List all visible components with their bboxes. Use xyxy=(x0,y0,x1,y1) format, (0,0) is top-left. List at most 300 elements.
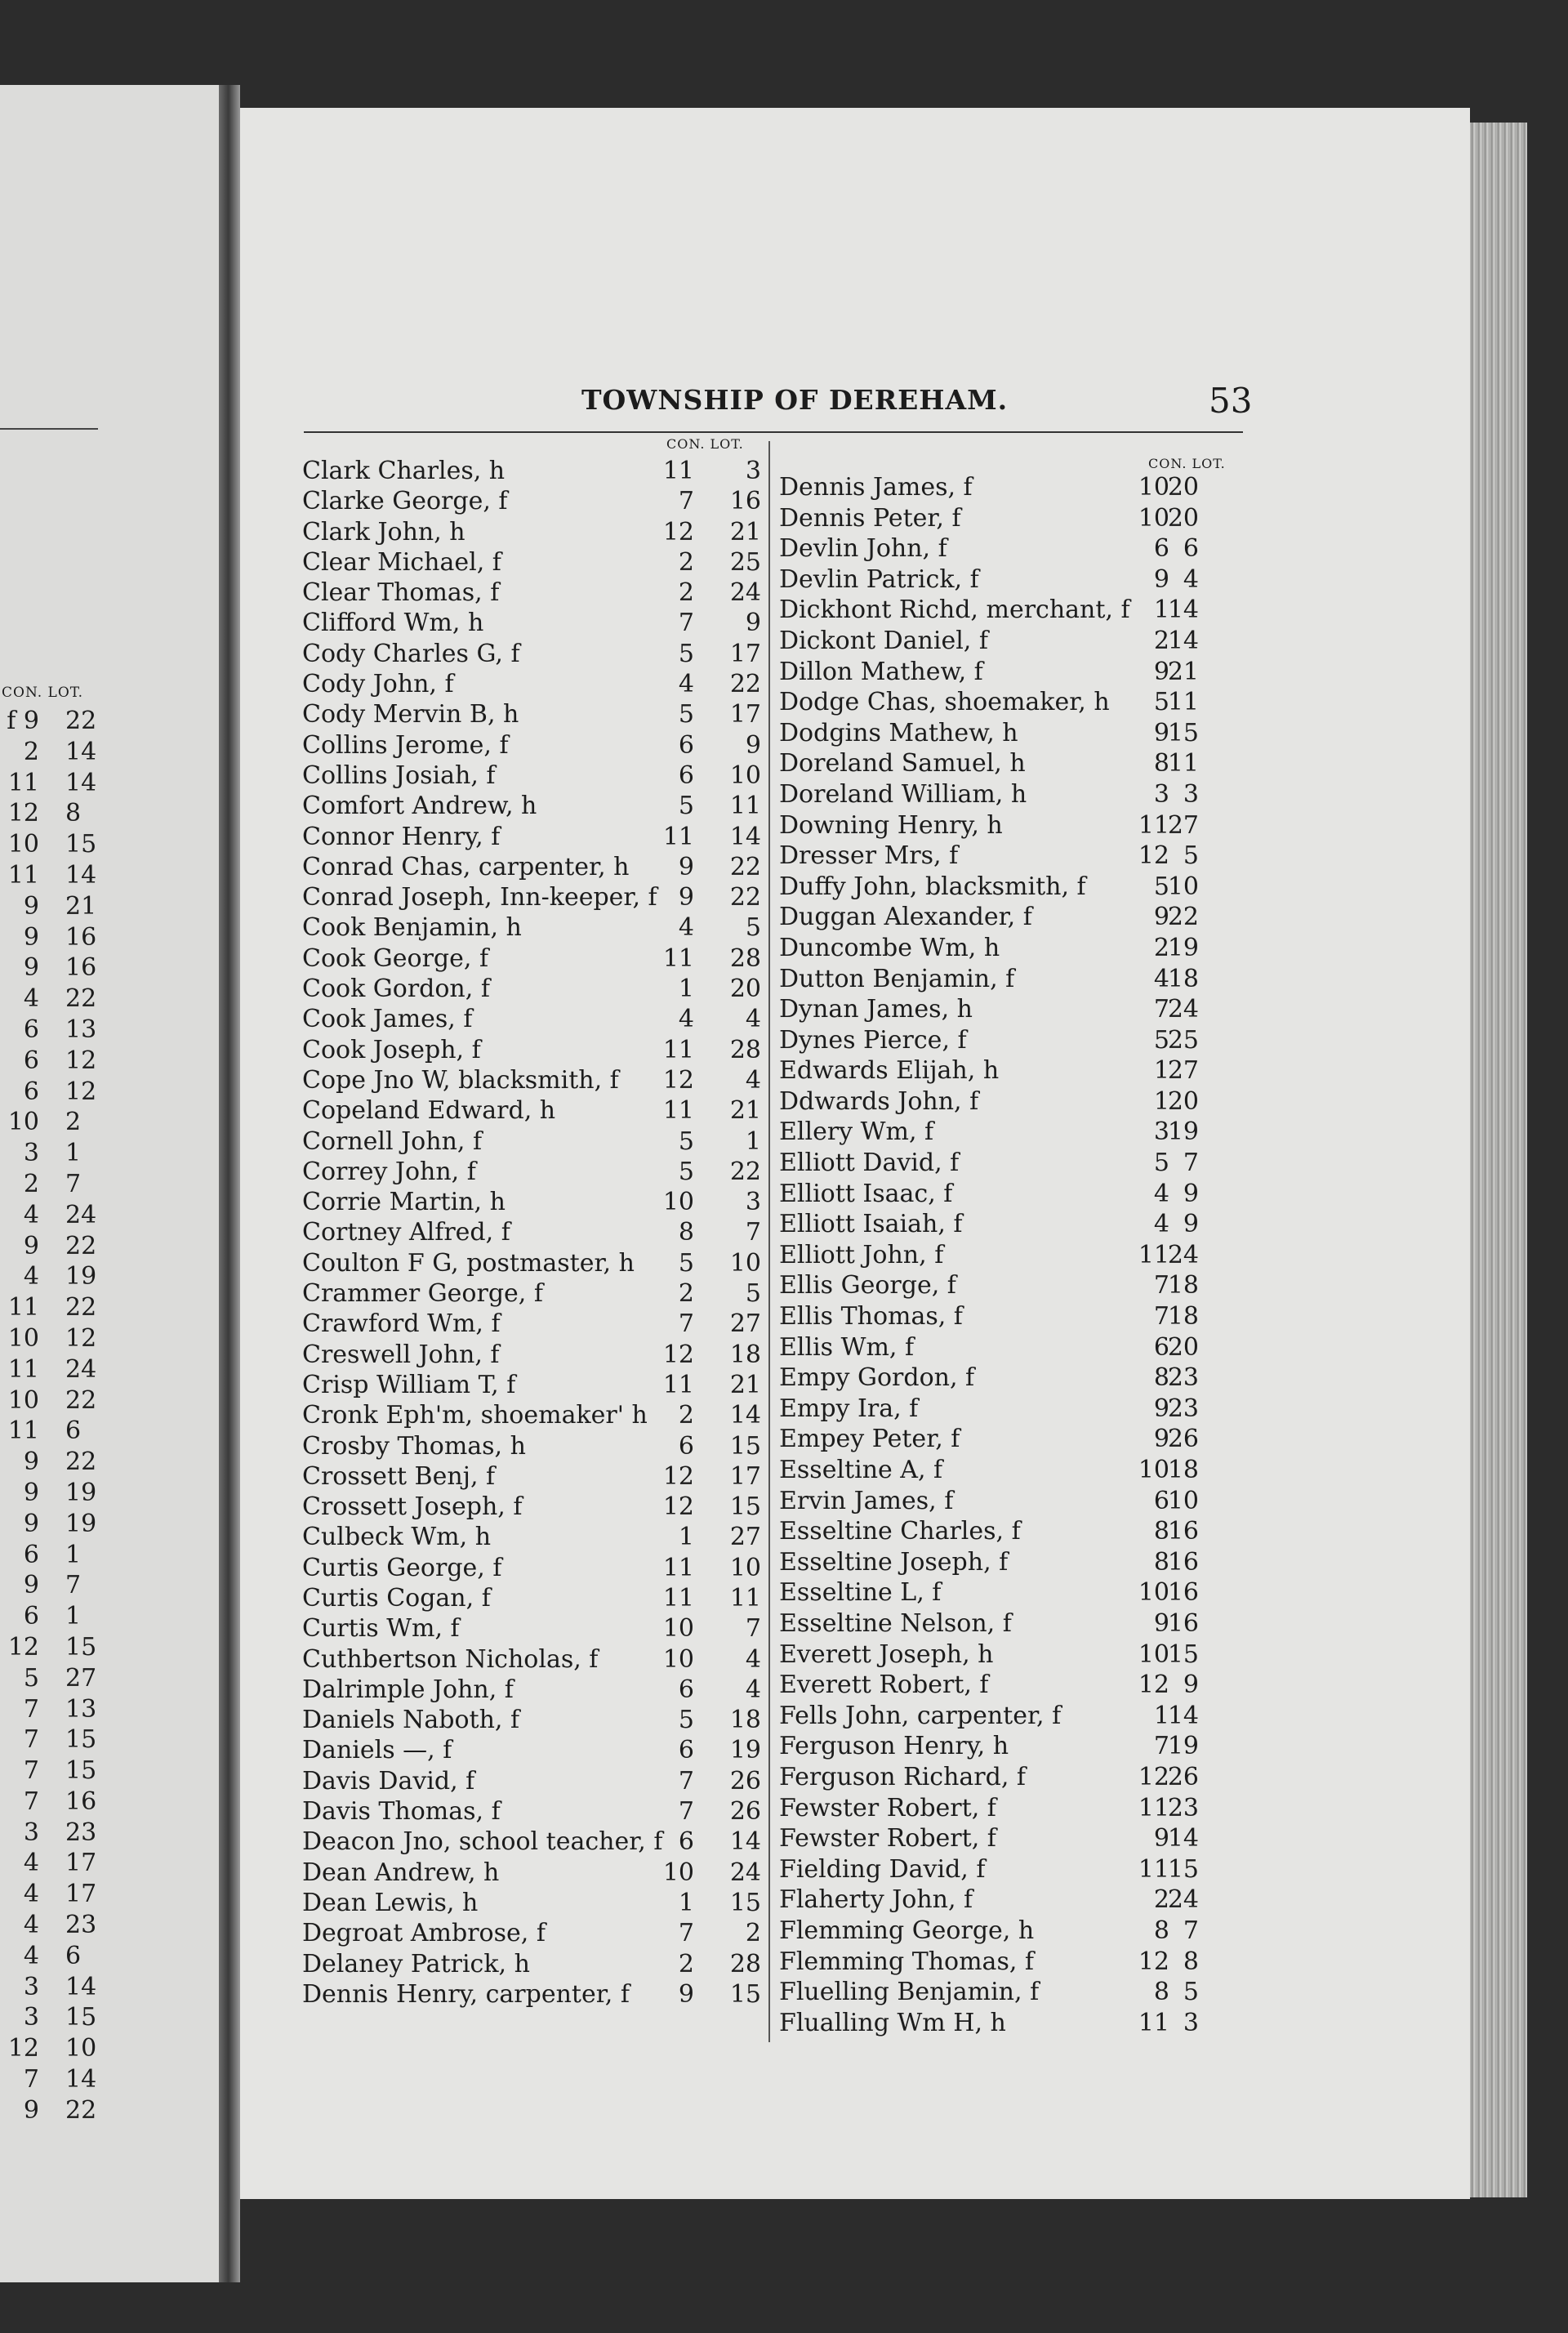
left-page-entry xyxy=(0,1632,106,1663)
entry-name: Duffy John, blacksmith, f xyxy=(779,872,1086,901)
entry-name: Esseltine Nelson, f xyxy=(779,1608,1012,1638)
entry-con: 11 xyxy=(662,1370,694,1399)
entries-left xyxy=(302,456,768,2010)
entry-lot: 16 xyxy=(1167,1608,1199,1638)
directory-entry xyxy=(763,1301,1253,1332)
entry-con: 7 xyxy=(678,609,694,638)
entry-con: 3 xyxy=(23,1139,39,1168)
entry-con: 5 xyxy=(678,700,694,729)
entry-lot: 10 xyxy=(729,761,761,790)
directory-entry xyxy=(302,1918,768,1948)
left-page-entry xyxy=(0,768,106,799)
directory-entry xyxy=(302,1827,768,1857)
directory-entry xyxy=(302,1675,768,1705)
directory-entry xyxy=(763,748,1253,779)
entry-lot: 15 xyxy=(65,1756,97,1786)
entry-con: 10 xyxy=(1138,1456,1169,1484)
directory-entry xyxy=(302,669,768,699)
entry-name: Cortney Alfred, f xyxy=(302,1218,510,1247)
left-page-entry xyxy=(0,1848,106,1879)
entry-con: 6 xyxy=(678,730,694,760)
entry-lot: 4 xyxy=(745,1065,761,1095)
entry-lot: 22 xyxy=(729,670,761,699)
entry-name: Ellis Thomas, f xyxy=(779,1302,963,1332)
entry-con: 11 xyxy=(7,1293,39,1323)
entry-name: Dalrimple John, f xyxy=(302,1675,514,1704)
left-page-entry xyxy=(0,706,106,737)
left-page-entry xyxy=(0,1818,106,1849)
left-page-entry xyxy=(0,1787,106,1818)
entry-con: 2 xyxy=(1153,1885,1169,1915)
entry-name: Ellis Wm, f xyxy=(779,1332,915,1362)
entry-con: 4 xyxy=(678,913,694,943)
left-page-entry xyxy=(0,1972,106,2003)
entry-con: 8 xyxy=(1153,1916,1169,1945)
left-page-entry xyxy=(0,829,106,860)
entry-lot: 18 xyxy=(729,1340,761,1369)
entry-lot: 1 xyxy=(65,1602,82,1631)
entry-lot: 22 xyxy=(1167,903,1199,932)
entry-lot: 23 xyxy=(65,1818,97,1847)
con-header: CON. xyxy=(666,436,706,452)
entry-lot: 24 xyxy=(65,1354,97,1384)
directory-entry xyxy=(302,1888,768,1918)
entry-name: Dean Andrew, h xyxy=(302,1858,500,1887)
entry-lot: 15 xyxy=(729,1888,761,1917)
left-page-entry xyxy=(0,1015,106,1046)
entry-lot: 7 xyxy=(65,1169,82,1198)
entry-lot: 22 xyxy=(65,984,97,1014)
entry-name: Cronk Eph'm, shoemaker' h xyxy=(302,1401,648,1430)
directory-entry xyxy=(763,472,1253,503)
entry-lot: 21 xyxy=(729,1370,761,1399)
directory-entry xyxy=(302,882,768,912)
entry-lot: 11 xyxy=(1167,749,1199,778)
entry-con: 8 xyxy=(1153,1517,1169,1546)
entry-lot: 19 xyxy=(65,1509,97,1538)
entry-name: Fells John, carpenter, f xyxy=(779,1701,1062,1730)
entry-con: 5 xyxy=(23,1663,39,1693)
entry-name: Fewster Robert, f xyxy=(779,1793,996,1822)
entry-lot: 16 xyxy=(1167,1517,1199,1546)
entry-lot: 27 xyxy=(729,1309,761,1339)
directory-entry xyxy=(763,1394,1253,1425)
directory-entry xyxy=(302,699,768,729)
entry-lot: 7 xyxy=(745,1614,761,1644)
entry-con: 10 xyxy=(7,1385,39,1415)
entry-name: Degroat Ambrose, f xyxy=(302,1919,546,1948)
left-page-entry xyxy=(0,1416,106,1447)
directory-entry xyxy=(763,1363,1253,1394)
entry-con: 1 xyxy=(1153,1701,1169,1730)
entry-lot: 16 xyxy=(65,922,97,952)
con-header: CON. xyxy=(1148,456,1187,471)
directory-entry xyxy=(302,1004,768,1034)
entry-lot: 27 xyxy=(729,1523,761,1552)
entry-con: 9 xyxy=(23,891,39,921)
left-page-entry xyxy=(0,922,106,953)
entry-lot: 20 xyxy=(1167,1332,1199,1362)
entry-con: 11 xyxy=(662,1553,694,1582)
entry-lot: 14 xyxy=(1167,1824,1199,1853)
left-page-entry xyxy=(0,1910,106,1941)
directory-entry xyxy=(302,974,768,1004)
directory-entry xyxy=(763,1977,1253,2008)
entry-con: 11 xyxy=(7,860,39,890)
entry-name: Daniels —, f xyxy=(302,1736,452,1765)
column-header-right xyxy=(1148,456,1226,471)
directory-entry xyxy=(302,852,768,882)
entry-name: Correy John, f xyxy=(302,1157,476,1186)
entry-name: Fluelling Benjamin, f xyxy=(779,1978,1040,2007)
entry-name: Empy Gordon, f xyxy=(779,1363,975,1393)
entry-lot: 14 xyxy=(729,1827,761,1857)
entry-con: 7 xyxy=(23,1787,39,1816)
directory-entry xyxy=(763,1701,1253,1732)
entry-lot: 28 xyxy=(729,1949,761,1978)
directory-entry xyxy=(763,1332,1253,1363)
directory-entry xyxy=(763,902,1253,933)
entry-con: 1 xyxy=(678,975,694,1004)
entry-lot: 14 xyxy=(1167,626,1199,655)
entry-lot: 23 xyxy=(1167,1394,1199,1423)
entry-con: 9 xyxy=(1153,1425,1169,1454)
entry-lot: 10 xyxy=(729,1553,761,1582)
entry-name: Cope Jno W, blacksmith, f xyxy=(302,1065,619,1095)
entry-con: 4 xyxy=(678,670,694,699)
directory-entry xyxy=(763,687,1253,718)
entry-name: Ervin James, f xyxy=(779,1486,954,1515)
entry-lot: 21 xyxy=(729,517,761,546)
directory-entry xyxy=(763,1639,1253,1671)
entry-name: Flaherty John, f xyxy=(779,1885,973,1915)
entry-name: Conrad Chas, carpenter, h xyxy=(302,852,630,881)
directory-entry xyxy=(302,761,768,791)
entry-con: 3 xyxy=(23,1972,39,2001)
entry-con: 10 xyxy=(1138,1639,1169,1669)
entry-name: Curtis Wm, f xyxy=(302,1614,460,1644)
entry-lot: 18 xyxy=(1167,964,1199,993)
directory-entry xyxy=(302,1705,768,1735)
directory-entry xyxy=(302,943,768,974)
directory-entry xyxy=(302,1766,768,1796)
entry-con: 11 xyxy=(1138,1854,1169,1884)
entry-con: 10 xyxy=(1138,1578,1169,1608)
directory-entry xyxy=(763,1148,1253,1179)
page-edges xyxy=(1470,123,1527,2197)
lot-header: LOT. xyxy=(710,436,744,452)
entry-lot: 5 xyxy=(745,1279,761,1309)
column-header-left xyxy=(666,436,744,452)
entry-con: 11 xyxy=(7,768,39,797)
left-page-entry xyxy=(0,1694,106,1725)
entry-con: 11 xyxy=(1138,1240,1169,1269)
entry-con: 10 xyxy=(662,1614,694,1644)
entry-con: 5 xyxy=(678,1157,694,1186)
directory-entry xyxy=(763,1547,1253,1578)
entry-lot: 1 xyxy=(745,1126,761,1156)
directory-entry xyxy=(302,1949,768,1979)
entry-lot: 21 xyxy=(1167,657,1199,686)
entry-lot: 20 xyxy=(1167,503,1199,533)
entry-con: 7 xyxy=(678,487,694,516)
directory-entry xyxy=(302,1065,768,1095)
directory-entry xyxy=(763,595,1253,626)
entry-name: Devlin Patrick, f xyxy=(779,564,979,594)
entry-con: 6 xyxy=(23,1602,39,1631)
entry-lot: 9 xyxy=(1183,1179,1199,1208)
directory-entry xyxy=(763,1179,1253,1210)
directory-entry xyxy=(302,1796,768,1827)
entries-right xyxy=(763,472,1253,2038)
left-page-entry xyxy=(0,1292,106,1323)
entry-lot: 15 xyxy=(65,830,97,859)
entry-lot: 10 xyxy=(729,1248,761,1278)
entry-con: 9 xyxy=(23,1231,39,1260)
entry-con: 5 xyxy=(1153,1149,1169,1178)
entry-lot: 27 xyxy=(1167,810,1199,840)
directory-entry xyxy=(763,533,1253,564)
left-page-entry xyxy=(0,2064,106,2095)
entry-lot: 10 xyxy=(65,2034,97,2063)
entry-name: Ddwards John, f xyxy=(779,1086,979,1116)
directory-entry xyxy=(763,1055,1253,1086)
entry-name: Dennis Henry, carpenter, f xyxy=(302,1979,630,2009)
entry-lot: 22 xyxy=(65,1293,97,1323)
entry-lot: 19 xyxy=(1167,933,1199,962)
entry-name: Flualling Wm H, h xyxy=(779,2008,1006,2037)
entry-con: 2 xyxy=(678,547,694,577)
entry-lot: 4 xyxy=(1183,564,1199,594)
entry-lot: 14 xyxy=(65,737,97,766)
entry-con: 4 xyxy=(678,1005,694,1034)
entry-lot: 18 xyxy=(1167,1271,1199,1300)
entry-lot: 15 xyxy=(1167,1639,1199,1669)
entry-con: 7 xyxy=(23,1725,39,1755)
entry-name: Connor Henry, f xyxy=(302,822,501,851)
entry-lot: 16 xyxy=(1167,1578,1199,1608)
entry-lot: 1 xyxy=(65,1540,82,1569)
entry-name: Elliott Isaiah, f xyxy=(779,1210,963,1239)
entry-con: 2 xyxy=(678,1401,694,1430)
lot-header: LOT. xyxy=(1192,456,1226,471)
entry-lot: 14 xyxy=(65,768,97,797)
entry-con: 7 xyxy=(1153,1302,1169,1332)
entry-lot: 18 xyxy=(1167,1302,1199,1332)
entry-name: Fielding David, f xyxy=(779,1854,986,1884)
left-page-entry xyxy=(0,798,106,829)
left-page-entry xyxy=(0,2095,106,2126)
entry-name: Dickont Daniel, f xyxy=(779,626,988,655)
entry-name: Everett Joseph, h xyxy=(779,1639,994,1669)
entry-name: Esseltine Joseph, f xyxy=(779,1547,1009,1577)
entry-lot: 6 xyxy=(65,1416,82,1446)
entry-name: Downing Henry, h xyxy=(779,810,1003,840)
entry-name: Flemming Thomas, f xyxy=(779,1947,1035,1976)
entry-lot: 2 xyxy=(745,1919,761,1948)
left-page-rule xyxy=(0,428,98,430)
entry-lot: 10 xyxy=(1167,1486,1199,1515)
entry-con: 12 xyxy=(1138,1762,1169,1791)
entry-lot: 28 xyxy=(729,943,761,973)
entry-lot: 7 xyxy=(1183,1149,1199,1178)
entry-con: 2 xyxy=(23,737,39,766)
entry-name: Elliott Isaac, f xyxy=(779,1179,953,1208)
entry-name: Ferguson Henry, h xyxy=(779,1732,1009,1761)
entry-con: 11 xyxy=(1138,1793,1169,1822)
entry-name: Dennis Peter, f xyxy=(779,503,961,533)
directory-entry xyxy=(302,1370,768,1400)
directory-entry xyxy=(763,1455,1253,1486)
entry-name: Esseltine Charles, f xyxy=(779,1517,1021,1546)
entry-lot: 16 xyxy=(1167,1547,1199,1577)
entry-name: Cody John, f xyxy=(302,670,454,699)
left-page-entry xyxy=(0,1107,106,1138)
directory-entry xyxy=(302,1035,768,1065)
entry-con: 5 xyxy=(1153,688,1169,717)
directory-entry xyxy=(763,718,1253,749)
entry-con: 9 xyxy=(1153,1394,1169,1423)
left-page-entry xyxy=(0,1261,106,1292)
entry-name: Dennis James, f xyxy=(779,473,973,502)
entry-name: Everett Robert, f xyxy=(779,1671,989,1700)
entry-con: 9 xyxy=(1153,903,1169,932)
entry-lot: 23 xyxy=(1167,1793,1199,1822)
entry-con: 12 xyxy=(1138,841,1169,871)
entry-con: 5 xyxy=(678,1248,694,1278)
left-page-entry xyxy=(0,860,106,891)
left-page-entry xyxy=(0,2033,106,2064)
left-page-entry xyxy=(0,1879,106,1910)
entry-con: 6 xyxy=(23,1077,39,1106)
entry-name: Clear Thomas, f xyxy=(302,578,500,608)
entry-name: Duncombe Wm, h xyxy=(779,933,1000,962)
directory-entry xyxy=(302,1553,768,1583)
entry-name: Daniels Naboth, f xyxy=(302,1706,520,1735)
entry-con: 7 xyxy=(678,1919,694,1948)
entry-lot: 21 xyxy=(729,1096,761,1126)
entry-name: Cody Charles G, f xyxy=(302,639,520,668)
entry-lot: 19 xyxy=(65,1478,97,1507)
directory-entry xyxy=(763,657,1253,688)
entry-name: Elliott John, f xyxy=(779,1240,944,1269)
directory-entry xyxy=(302,578,768,608)
entry-lot: 24 xyxy=(729,578,761,608)
directory-entry xyxy=(763,994,1253,1025)
entry-con: 4 xyxy=(23,1911,39,1940)
entry-name: Crawford Wm, f xyxy=(302,1309,501,1339)
entry-lot: 23 xyxy=(65,1911,97,1940)
entry-name: Collins Jerome, f xyxy=(302,730,509,760)
left-page-entry xyxy=(0,1755,106,1787)
entry-con: 12 xyxy=(7,799,39,828)
entry-con: 6 xyxy=(23,1046,39,1075)
entry-lot: 15 xyxy=(65,1725,97,1755)
left-page-column-header: CON. LOT. xyxy=(2,685,84,701)
entry-lot: 4 xyxy=(745,1005,761,1034)
left-page-entry xyxy=(0,2002,106,2033)
entry-lot: 15 xyxy=(729,1979,761,2009)
entry-name: Dodge Chas, shoemaker, h xyxy=(779,688,1110,717)
entry-name: Crosby Thomas, h xyxy=(302,1431,526,1461)
entry-lot: 14 xyxy=(1167,596,1199,625)
entry-lot: 15 xyxy=(729,1492,761,1522)
entry-name: Conrad Joseph, Inn-keeper, f xyxy=(302,883,657,912)
entry-con: 6 xyxy=(678,1736,694,1765)
entry-lot: 22 xyxy=(65,1231,97,1260)
entry-con: 5 xyxy=(1153,872,1169,901)
entry-con: 5 xyxy=(1153,1025,1169,1055)
entry-name: Dynan James, h xyxy=(779,995,973,1024)
directory-entry xyxy=(302,1431,768,1461)
entry-con: 1 xyxy=(678,1523,694,1552)
entry-name: Crossett Joseph, f xyxy=(302,1492,523,1522)
entry-con: 3 xyxy=(23,2003,39,2032)
entry-lot: 16 xyxy=(65,953,97,983)
entry-con: 4 xyxy=(23,1941,39,1970)
directory-entry xyxy=(763,1240,1253,1271)
left-page-entry xyxy=(0,1169,106,1200)
left-page-entry xyxy=(0,1724,106,1755)
entry-con: 6 xyxy=(678,1431,694,1461)
entry-lot: 7 xyxy=(1183,1916,1199,1945)
left-page-entry xyxy=(0,1478,106,1509)
entry-lot: 26 xyxy=(729,1797,761,1827)
entry-lot: 26 xyxy=(1167,1425,1199,1454)
entry-lot: 11 xyxy=(1167,688,1199,717)
directory-entry xyxy=(302,912,768,943)
entry-lot: 4 xyxy=(745,1644,761,1674)
left-page-entry xyxy=(0,1509,106,1540)
left-page-entry xyxy=(0,1601,106,1632)
entry-name: Crossett Benj, f xyxy=(302,1461,496,1491)
entry-con: 8 xyxy=(1153,1978,1169,2007)
entry-name: Curtis George, f xyxy=(302,1553,502,1582)
entry-con: 12 xyxy=(662,1340,694,1369)
directory-entry xyxy=(763,1270,1253,1301)
entry-lot: 14 xyxy=(65,2065,97,2094)
entry-lot: 8 xyxy=(65,799,82,828)
directory-entry xyxy=(763,964,1253,995)
entry-con: 9 xyxy=(23,953,39,983)
directory-entry xyxy=(302,1340,768,1370)
entry-con: 4 xyxy=(1153,1210,1169,1239)
entry-name: Dynes Pierce, f xyxy=(779,1025,967,1055)
directory-entry xyxy=(302,1613,768,1644)
left-page-entry xyxy=(0,1077,106,1108)
entry-lot: 9 xyxy=(745,609,761,638)
left-page-entry xyxy=(0,1447,106,1478)
entry-lot: 15 xyxy=(1167,718,1199,747)
entry-name: Dickhont Richd, merchant, f xyxy=(779,596,1130,625)
directory-entry xyxy=(302,1309,768,1339)
directory-entry xyxy=(302,1522,768,1552)
entry-con: 3 xyxy=(1153,1117,1169,1147)
entry-con: 7 xyxy=(678,1309,694,1339)
entry-lot: 19 xyxy=(1167,1732,1199,1761)
entry-con: 2 xyxy=(678,578,694,608)
entry-con: 9 xyxy=(1153,1824,1169,1853)
entry-lot: 4 xyxy=(745,1675,761,1704)
entry-name: Culbeck Wm, h xyxy=(302,1523,492,1552)
directory-entry xyxy=(302,1461,768,1492)
left-page-entry xyxy=(0,1570,106,1601)
directory-entry xyxy=(763,1762,1253,1793)
directory-entry xyxy=(302,1126,768,1157)
entry-con: 1 xyxy=(1153,596,1169,625)
entry-name: Cuthbertson Nicholas, f xyxy=(302,1644,599,1674)
entry-con: 10 xyxy=(7,830,39,859)
